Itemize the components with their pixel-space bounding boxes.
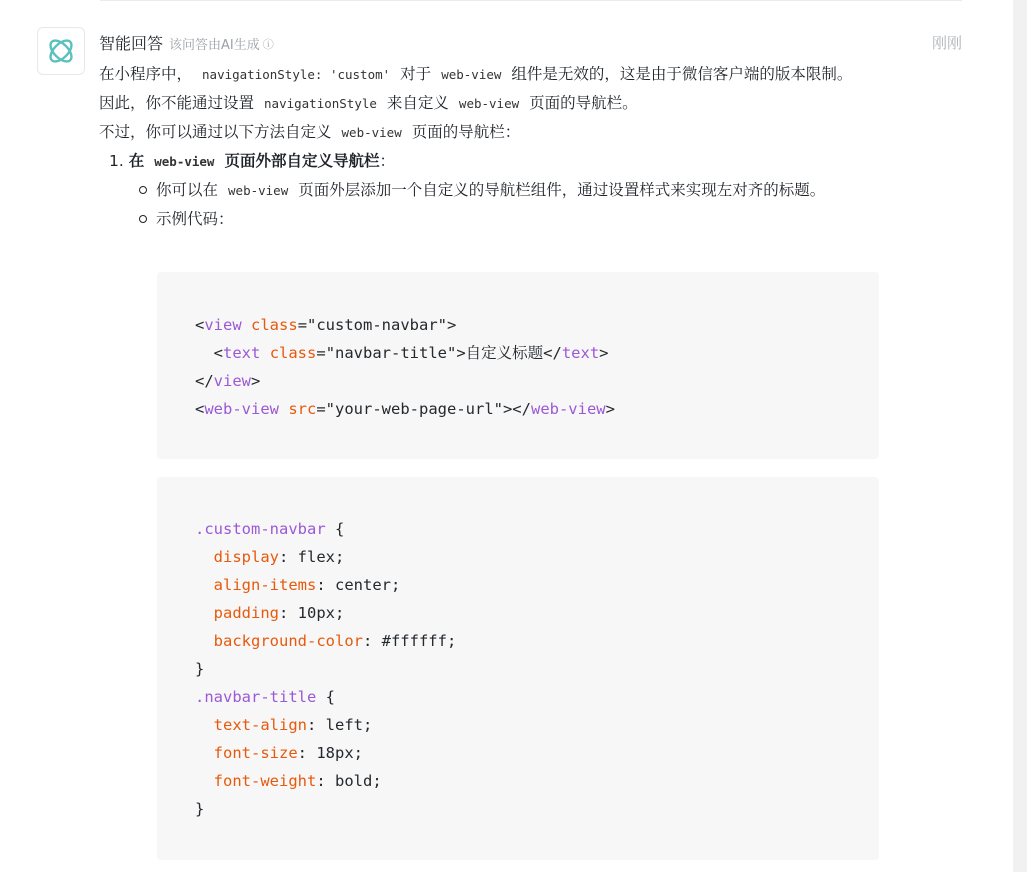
list-item: 1. 在 web-view 页面外部自定义导航栏： xyxy=(109,152,395,170)
code-line: <text class="navbar-title">自定义标题</text> xyxy=(213,344,609,362)
code-line: text-align: left; xyxy=(213,716,373,734)
paragraph: 因此，你不能通过设置 navigationStyle 来自定义 web-view 页面的导航栏。 xyxy=(99,94,638,112)
divider xyxy=(100,0,962,1)
code-line: <view class="custom-navbar"> xyxy=(195,316,457,334)
paragraph: 不过，你可以通过以下方法自定义 web-view 页面的导航栏： xyxy=(99,123,521,141)
ai-note-label: 该问答由AI生成 xyxy=(169,38,260,53)
inline-code: web-view xyxy=(458,96,520,111)
code-line: } xyxy=(195,800,205,818)
inline-code: navigationStyle xyxy=(264,96,377,111)
scrollbar[interactable] xyxy=(1013,0,1027,872)
code-line: .custom-navbar { xyxy=(195,520,345,538)
code-line: </view> xyxy=(195,372,261,390)
paragraph: 在小程序中， navigationStyle: 'custom' 对于 web-view 组件是无效的，这是由于微信客户端的版本限制。 xyxy=(99,65,853,83)
inline-code: web-view xyxy=(341,125,402,140)
code-block-wxml[interactable] xyxy=(157,272,879,459)
code-line: display: flex; xyxy=(213,548,345,566)
inline-code: web-view xyxy=(154,154,215,169)
info-icon[interactable]: ⓘ xyxy=(262,37,274,51)
bot-name: 智能回答 xyxy=(99,34,164,53)
list-item: 你可以在 web-view 页面外层添加一个自定义的导航栏组件，通过设置样式来实现左对齐的标题。 xyxy=(139,176,876,205)
code-block-css[interactable] xyxy=(157,477,879,860)
inline-code: navigationStyle: 'custom' xyxy=(202,67,391,82)
answer-body xyxy=(99,60,961,233)
ai-generated-note xyxy=(169,34,274,53)
code-line: <web-view src="your-web-page-url"></web-view> xyxy=(195,400,615,418)
code-line: align-items: center; xyxy=(213,576,401,594)
list-item: 示例代码： xyxy=(139,205,876,233)
code-line: .navbar-title { xyxy=(195,688,335,706)
timestamp: 刚刚 xyxy=(931,34,962,52)
avatar xyxy=(37,27,85,75)
inline-code: web-view xyxy=(228,183,289,198)
message-header xyxy=(99,31,274,55)
code-line: padding: 10px; xyxy=(213,604,345,622)
bullet-list xyxy=(99,176,961,233)
code-line: font-size: 18px; xyxy=(213,744,363,762)
code-line: } xyxy=(195,660,205,678)
atom-logo-icon xyxy=(45,35,77,67)
code-line: font-weight: bold; xyxy=(213,772,382,790)
inline-code: web-view xyxy=(441,67,502,82)
code-line: background-color: #ffffff; xyxy=(213,632,457,650)
